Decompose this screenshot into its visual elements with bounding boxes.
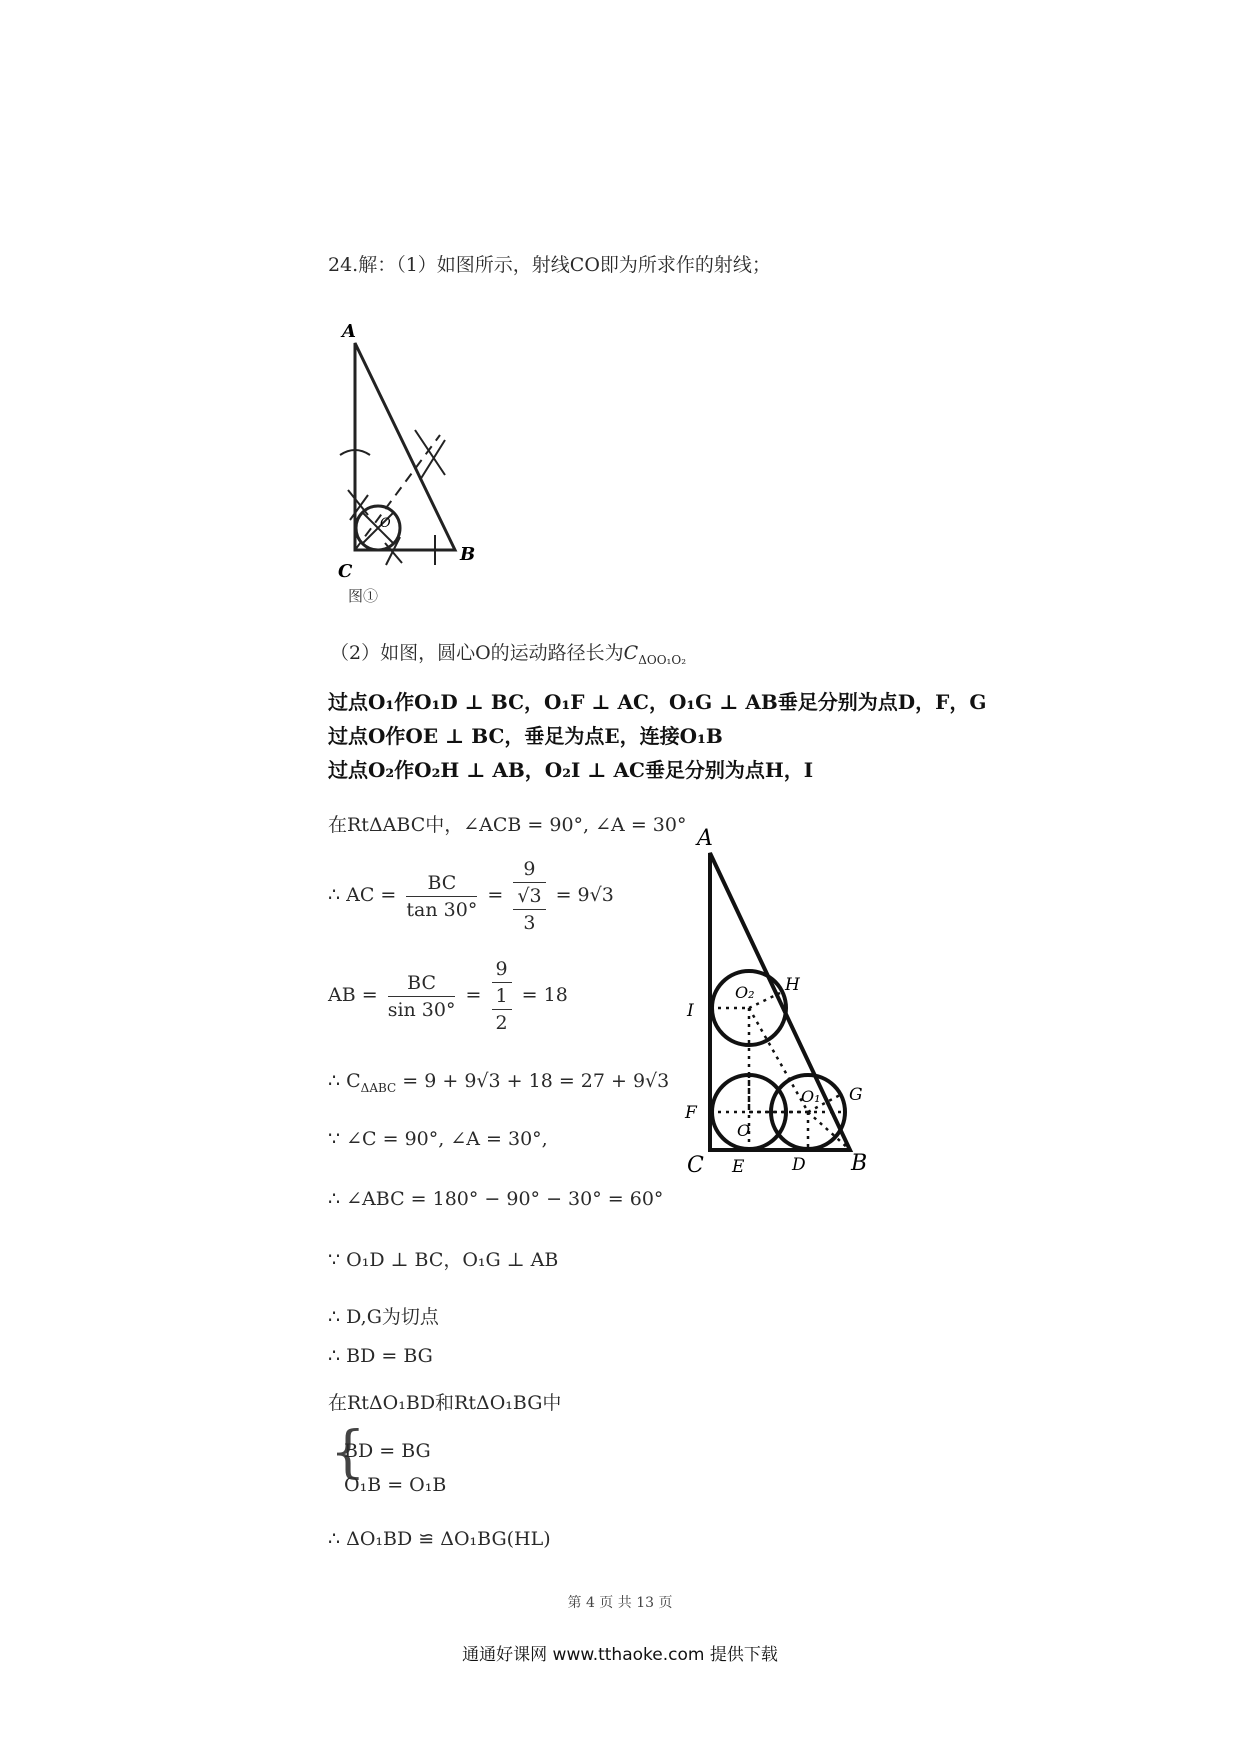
bold-line-1: 过点O₁作O₁D ⊥ BC，O₁F ⊥ AC，O₁G ⊥ AB垂足分别为点D，F，G (328, 690, 987, 714)
step-11-a: BD = BG (344, 1440, 431, 1462)
fig1-label-c: C (338, 561, 353, 582)
step-2-d-num: √3 (513, 885, 545, 910)
step-11-brace: { (330, 1420, 366, 1485)
fig2-label-g: G (849, 1085, 863, 1105)
step-4-sub: ΔABC (360, 1080, 397, 1095)
step-6: ∴ ∠ABC = 180° − 90° − 30° = 60° (328, 1188, 664, 1210)
step-2-den: tan 30° (406, 898, 478, 921)
step-3-n2: 9 (492, 958, 512, 983)
fig2-label-e: E (732, 1157, 745, 1177)
fig2-label-b: B (851, 1151, 868, 1176)
step-3-fraction (388, 972, 456, 1021)
page-number: 第 4 页 共 13 页 (567, 1595, 673, 1611)
step-10: 在RtΔO₁BD和RtΔO₁BG中 (328, 1392, 562, 1414)
fig2-label-h: H (785, 975, 800, 995)
step-3 (328, 958, 568, 1034)
step-3-num: BC (388, 972, 456, 997)
part2-symbol: C (623, 642, 639, 664)
step-3-d-den: 2 (495, 1012, 508, 1034)
fig2-label-o1: O₁ (801, 1087, 821, 1106)
step-4 (328, 1070, 669, 1095)
fig2-label-d: D (792, 1155, 806, 1175)
step-2-n2: 9 (513, 858, 545, 883)
step-2-rhs: = 9√3 (555, 884, 614, 906)
fig1-label-b: B (460, 544, 476, 565)
figure-1 (320, 315, 480, 605)
step-3-d-num: 1 (492, 985, 512, 1010)
fig2-label-f: F (685, 1103, 697, 1123)
part2-intro-text: （2）如图，圆心O的运动路径长为 (330, 642, 624, 664)
step-2-d-den: 3 (523, 912, 536, 934)
fig2-label-c: C (687, 1153, 704, 1178)
fig2-label-o2: O₂ (735, 983, 755, 1002)
step-2-fraction-2 (513, 858, 545, 934)
step-2-lhs: ∴ AC = (328, 884, 397, 906)
step-3-den: sin 30° (387, 998, 456, 1021)
fig2-label-o: O (737, 1121, 751, 1140)
bold-line-3: 过点O₂作O₂H ⊥ AB，O₂I ⊥ AC垂足分别为点H，I (328, 758, 814, 782)
step-11-system (330, 1420, 530, 1508)
part2-intro (330, 638, 686, 667)
step-2 (328, 858, 614, 934)
step-4-post: = 9 + 9√3 + 18 = 27 + 9√3 (402, 1070, 670, 1092)
step-12: ∴ ΔO₁BD ≌ ΔO₁BG(HL) (328, 1528, 551, 1550)
step-5: ∵ ∠C = 90°, ∠A = 30°, (328, 1128, 548, 1150)
step-1: 在RtΔABC中，∠ACB = 90°, ∠A = 30° (328, 814, 687, 836)
figure-1-caption: 图① (348, 587, 379, 605)
fig2-label-a: A (697, 826, 713, 851)
source-credit: 通通好课网 www.tthaoke.com 提供下载 (462, 1645, 778, 1665)
step-3-rhs: = 18 (521, 984, 568, 1006)
step-2-fraction (406, 872, 477, 921)
step-2-eq: = (487, 884, 504, 906)
step-11-b: O₁B = O₁B (344, 1474, 447, 1496)
step-3-eq: = (465, 984, 482, 1006)
part2-sub: ΔOO₁O₂ (638, 652, 687, 667)
fig2-label-i: I (687, 1001, 694, 1021)
fig1-label-a: A (342, 321, 356, 342)
step-8: ∴ D,G为切点 (328, 1306, 439, 1328)
fig1-label-o: O (380, 516, 391, 531)
step-3-lhs: AB = (328, 984, 378, 1006)
step-4-pre: ∴ C (328, 1070, 361, 1092)
bold-line-2: 过点O作OE ⊥ BC，垂足为点E，连接O₁B (328, 724, 723, 748)
step-9: ∴ BD = BG (328, 1345, 433, 1367)
problem-header: 24.解：（1）如图所示，射线CO即为所求作的射线； (328, 254, 771, 276)
step-3-fraction-2 (492, 958, 512, 1034)
step-7: ∵ O₁D ⊥ BC，O₁G ⊥ AB (328, 1249, 559, 1271)
step-2-num: BC (406, 872, 477, 897)
figure-2 (665, 820, 895, 1200)
